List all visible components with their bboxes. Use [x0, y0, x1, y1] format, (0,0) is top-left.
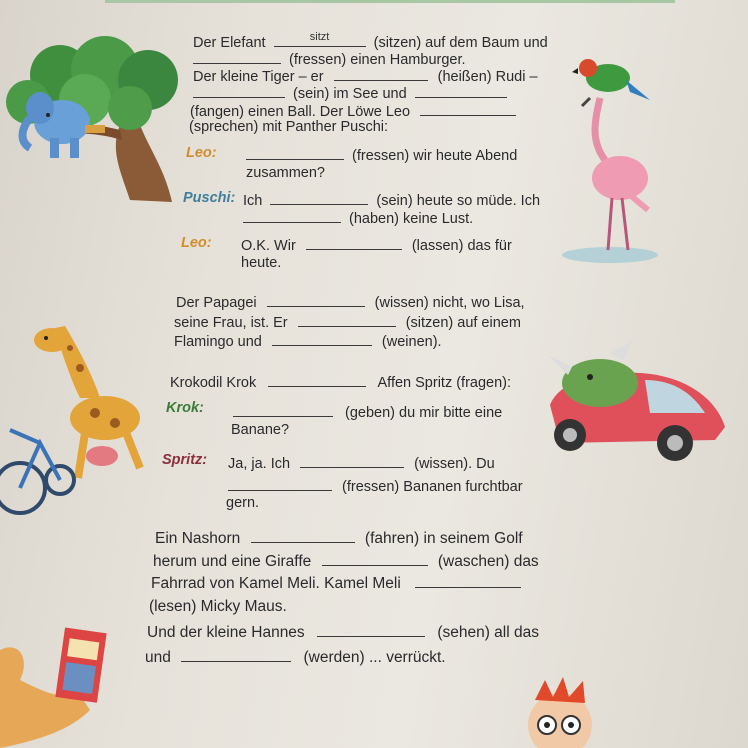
text: heute.: [241, 255, 282, 271]
text: Krokodil Krok: [170, 375, 257, 391]
line-leo-2: [246, 164, 325, 182]
text: (werden) ... verrückt.: [303, 649, 446, 666]
line-krokodil: [170, 372, 511, 392]
text: und: [145, 649, 171, 666]
text: (sprechen) mit Panther Puschi:: [189, 119, 389, 135]
answer-blank[interactable]: [193, 83, 285, 98]
text: Der Papagei: [176, 295, 257, 311]
text: (lesen) Micky Maus.: [149, 598, 287, 615]
text: Banane?: [231, 422, 290, 438]
speaker-leo-2: Leo:: [181, 235, 212, 251]
text: (waschen) das: [437, 553, 539, 570]
answer-blank[interactable]: [420, 101, 516, 116]
text: (lassen) das für: [411, 238, 512, 254]
answer-blank[interactable]: [317, 622, 425, 637]
text: Flamingo und: [174, 334, 262, 350]
line-papagei-2: [174, 312, 521, 332]
answer-blank[interactable]: [298, 312, 396, 327]
answer-blank[interactable]: [415, 83, 507, 98]
text: (wissen). Du: [414, 456, 495, 472]
text: (sein) heute so müde. Ich: [376, 193, 541, 209]
answer-blank[interactable]: [246, 145, 344, 160]
line-papagei-1: [176, 292, 525, 312]
line-nashorn-4: [149, 597, 287, 617]
line-spritz-2: [228, 476, 523, 496]
answer-blank[interactable]: [181, 647, 291, 662]
text: Ein Nashorn: [155, 530, 241, 547]
answer-blank[interactable]: [270, 190, 368, 205]
text: (sitzen) auf einem: [405, 315, 521, 331]
line-see: [193, 83, 507, 103]
answer-blank[interactable]: [251, 528, 355, 543]
answer-blank-filled[interactable]: [274, 32, 366, 47]
answer-blank[interactable]: [306, 235, 402, 250]
text: Ich: [243, 193, 263, 209]
text: (sitzen) auf dem Baum und: [373, 35, 548, 51]
line-krok-1: [233, 402, 502, 422]
text: herum und eine Giraffe: [153, 553, 312, 570]
text: (heißen) Rudi –: [437, 69, 538, 85]
parrot-on-flamingo-illustration: [560, 50, 660, 280]
speaker-leo: Leo:: [186, 145, 217, 161]
answer-blank[interactable]: [233, 402, 333, 417]
line-leo2-2: [241, 254, 281, 272]
text: Der Elefant: [193, 35, 266, 51]
answer-blank[interactable]: [415, 573, 521, 588]
text: (haben) keine Lust.: [349, 211, 474, 227]
text: Der kleine Tiger – er: [193, 69, 324, 85]
speaker-spritz: Spritz:: [162, 452, 208, 468]
line-puschi-2: [243, 208, 473, 228]
text: (fangen) einen Ball. Der Löwe Leo: [190, 104, 411, 120]
elephant-in-tree-illustration: [0, 30, 185, 210]
giraffe-with-bicycle-illustration: [0, 318, 160, 518]
text: seine Frau, ist. Er: [174, 315, 288, 331]
answer-blank[interactable]: [322, 551, 428, 566]
text: (fressen) Bananen furchtbar: [342, 479, 523, 495]
answer-blank[interactable]: [267, 292, 365, 307]
answer-blank[interactable]: [334, 66, 428, 81]
text: (geben) du mir bitte eine: [345, 405, 503, 421]
text: (sein) im See und: [293, 86, 407, 102]
answer-blank[interactable]: [272, 331, 372, 346]
text: zusammen?: [246, 165, 325, 181]
answer-blank[interactable]: [243, 208, 341, 223]
answer-blank[interactable]: [268, 372, 366, 387]
answer-blank[interactable]: [228, 476, 332, 491]
rhino-in-red-car-illustration: [540, 335, 735, 465]
boy-hannes-illustration: [505, 675, 615, 748]
line-spritz-1: [228, 453, 495, 473]
text: (fressen) wir heute Abend: [352, 148, 518, 164]
text: (sehen) all das: [437, 624, 539, 641]
handwritten-answer: sitzt: [309, 31, 330, 43]
page-top-rule: [105, 0, 675, 3]
line-leo2-1: [241, 235, 512, 255]
text: (fahren) in seinem Golf: [364, 530, 523, 547]
text: Und der kleine Hannes: [147, 624, 305, 641]
text: O.K. Wir: [241, 238, 296, 254]
line-puschi-1: [243, 190, 540, 210]
line-hannes-2: [145, 647, 446, 668]
line-sprechen: [189, 118, 388, 136]
answer-blank[interactable]: [193, 49, 281, 64]
line-nashorn-3: [151, 573, 521, 594]
speaker-krok: Krok:: [166, 400, 204, 416]
line-nashorn-1: [155, 528, 523, 549]
text: (fressen) einen Hamburger.: [289, 52, 466, 68]
line-nashorn-2: [153, 551, 539, 572]
text: (weinen).: [381, 334, 442, 350]
speaker-puschi: Puschi:: [183, 190, 236, 206]
line-spritz-3: [226, 494, 259, 512]
text: Fahrrad von Kamel Meli. Kamel Meli: [151, 575, 401, 592]
text: Ja, ja. Ich: [228, 456, 291, 472]
camel-reading-comic-illustration: [0, 620, 110, 748]
text: gern.: [226, 495, 260, 511]
line-krok-2: [231, 421, 289, 439]
answer-blank[interactable]: [300, 453, 404, 468]
text: (wissen) nicht, wo Lisa,: [374, 295, 525, 311]
line-leo-1: [246, 145, 517, 165]
text: Affen Spritz (fragen):: [377, 375, 512, 391]
line-hannes-1: [147, 622, 539, 643]
line-papagei-3: [174, 331, 442, 351]
